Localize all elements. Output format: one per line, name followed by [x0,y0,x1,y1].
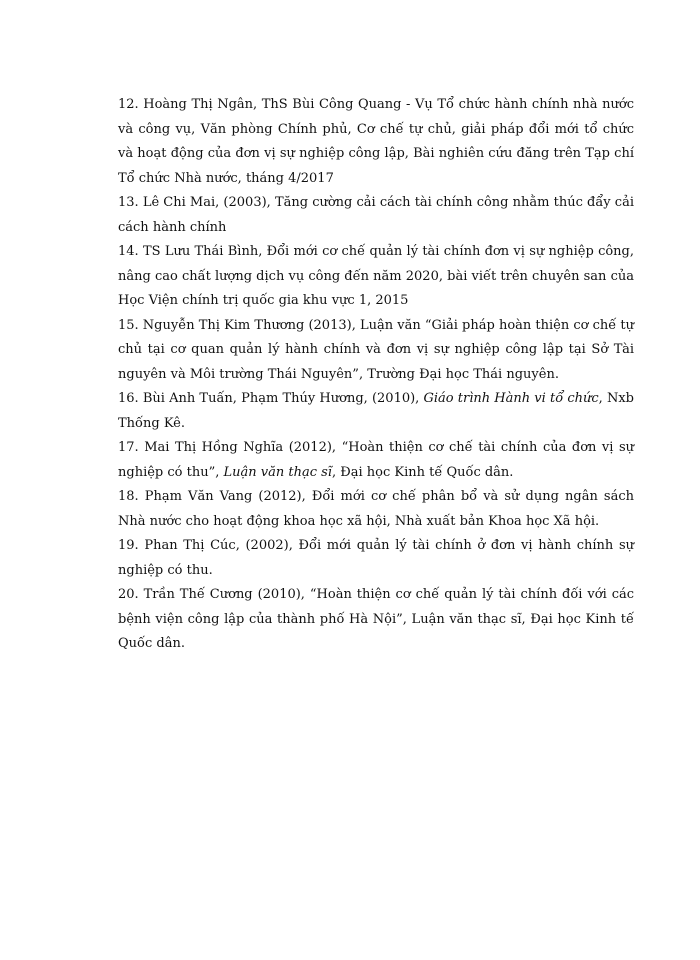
reference-item-18 [118,485,634,534]
reference-text: 19. Phan Thị Cúc, (2002), Đổi mới quản lý tài chính ở đơn vị hành chính sự nghiệp có thu. [118,538,634,578]
reference-item-19 [118,534,634,583]
reference-text: 18. Phạm Văn Vang (2012), Đổi mới cơ chế phân bổ và sử dụng ngân sách Nhà nước cho hoạt động khoa học xã hội, Nhà xuất bản Khoa học Xã hội. [118,489,634,529]
reference-item-17 [118,436,634,485]
reference-list [118,93,634,657]
reference-item-14 [118,240,634,314]
reference-title-italic: Giáo trình Hành vi tổ chức [423,391,599,406]
reference-item-12 [118,93,634,191]
reference-text: 16. Bùi Anh Tuấn, Phạm Thúy Hương, (2010), [118,391,424,406]
reference-text: 20. Trần Thế Cương (2010), “Hoàn thiện cơ chế quản lý tài chính đối với các bệnh viện công lập của thành phố Hà Nội”, Luận văn thạc sĩ, Đại học Kinh tế Quốc dân. [118,587,634,651]
reference-text: , Nxb Thống Kê. [118,391,634,431]
reference-item-20 [118,583,634,657]
reference-text: 17. Mai Thị Hồng Nghĩa (2012), “Hoàn thiện cơ chế tài chính của đơn vị sự nghiệp có thu”, [118,440,634,480]
reference-title-italic: Luận văn thạc sĩ [223,464,332,480]
reference-text: 12. Hoàng Thị Ngân, ThS Bùi Công Quang - Vụ Tổ chức hành chính nhà nước và công vụ, Văn phòng Chính phủ, Cơ chế tự chủ, giải pháp đổi mới tổ chức và hoạt động của đơn vị sự nghiệp công lập, Bài nghiên cứu đăng trên Tạp chí Tổ chức Nhà nước, tháng 4/2017 [118,97,634,186]
reference-text: 15. Nguyễn Thị Kim Thương (2013), Luận văn “Giải pháp hoàn thiện cơ chế tự chủ tại cơ quan quản lý hành chính và đơn vị sự nghiệp công lập tại Sở Tài nguyên và Môi trường Thái Nguyên”, Trường Đại học Thái nguyên. [118,317,634,382]
reference-text: 13. Lê Chi Mai, (2003), Tăng cường cải cách tài chính công nhằm thúc đẩy cải cách hành chính [118,195,634,235]
reference-item-15 [118,314,634,388]
reference-item-13 [118,191,634,240]
reference-text: , Đại học Kinh tế Quốc dân. [331,464,514,480]
reference-item-16 [118,387,634,436]
reference-text: 14. TS Lưu Thái Bình, Đổi mới cơ chế quản lý tài chính đơn vị sự nghiệp công, nâng cao chất lượng dịch vụ công đến năm 2020, bài viết trên chuyên san của Học Viện chính trị quốc gia khu vực 1, 2015 [118,244,634,308]
